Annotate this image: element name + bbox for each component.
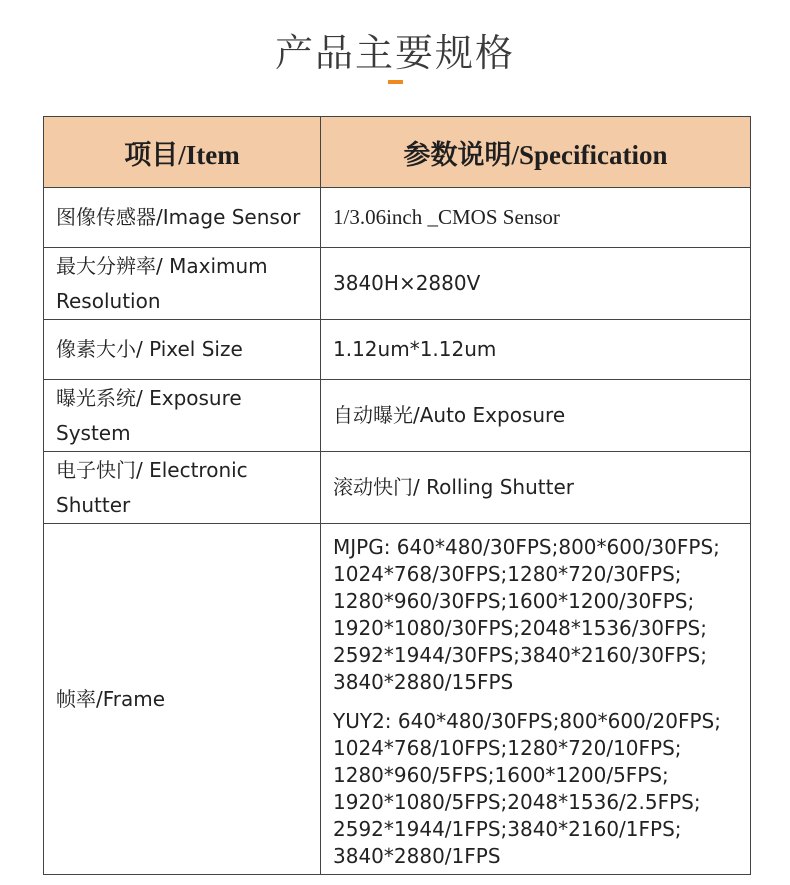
spec-cell: 1.12um*1.12um (321, 320, 751, 380)
spec-cell: 滚动快门/ Rolling Shutter (321, 452, 751, 524)
spec-cell: 1/3.06inch _CMOS Sensor (321, 188, 751, 248)
spec-table (43, 116, 751, 875)
item-cell: 像素大小/ Pixel Size (44, 320, 321, 380)
mjpg-frame-rates: MJPG: 640*480/30FPS;800*600/30FPS; 1024*768/30FPS;1280*720/30FPS; 1280*960/30FPS;1600*1200/30FPS; 1920*1080/30FPS;2048*1536/30FPS; 2592*1944/30FPS;3840*2160/30FPS; 3840*2880/15FPS (333, 535, 720, 694)
table-row-frame (44, 524, 751, 875)
header-item: 项目/Item (44, 117, 321, 188)
yuy2-frame-rates: YUY2: 640*480/30FPS;800*600/20FPS; 1024*768/10FPS;1280*720/10FPS; 1280*960/5FPS;1600*1200/5FPS; 1920*1080/5FPS;2048*1536/2.5FPS; 2592*1944/1FPS;3840*2160/1FPS; 3840*2880/1FPS (333, 709, 721, 868)
item-cell: 图像传感器/Image Sensor (44, 188, 321, 248)
table-row (44, 248, 751, 320)
table-row (44, 320, 751, 380)
spec-cell: 自动曝光/Auto Exposure (321, 380, 751, 452)
item-cell: 帧率/Frame (44, 524, 321, 875)
table-row (44, 188, 751, 248)
table-row (44, 452, 751, 524)
spec-cell: 3840H×2880V (321, 248, 751, 320)
spec-cell-frame (321, 524, 751, 875)
item-cell: 最大分辨率/ Maximum Resolution (44, 248, 321, 320)
item-cell: 曝光系统/ Exposure System (44, 380, 321, 452)
header-spec: 参数说明/Specification (321, 117, 751, 188)
table-header-row (44, 117, 751, 188)
table-row (44, 380, 751, 452)
title-accent-bar (388, 80, 403, 84)
page-title: 产品主要规格 (274, 31, 515, 75)
item-cell: 电子快门/ Electronic Shutter (44, 452, 321, 524)
